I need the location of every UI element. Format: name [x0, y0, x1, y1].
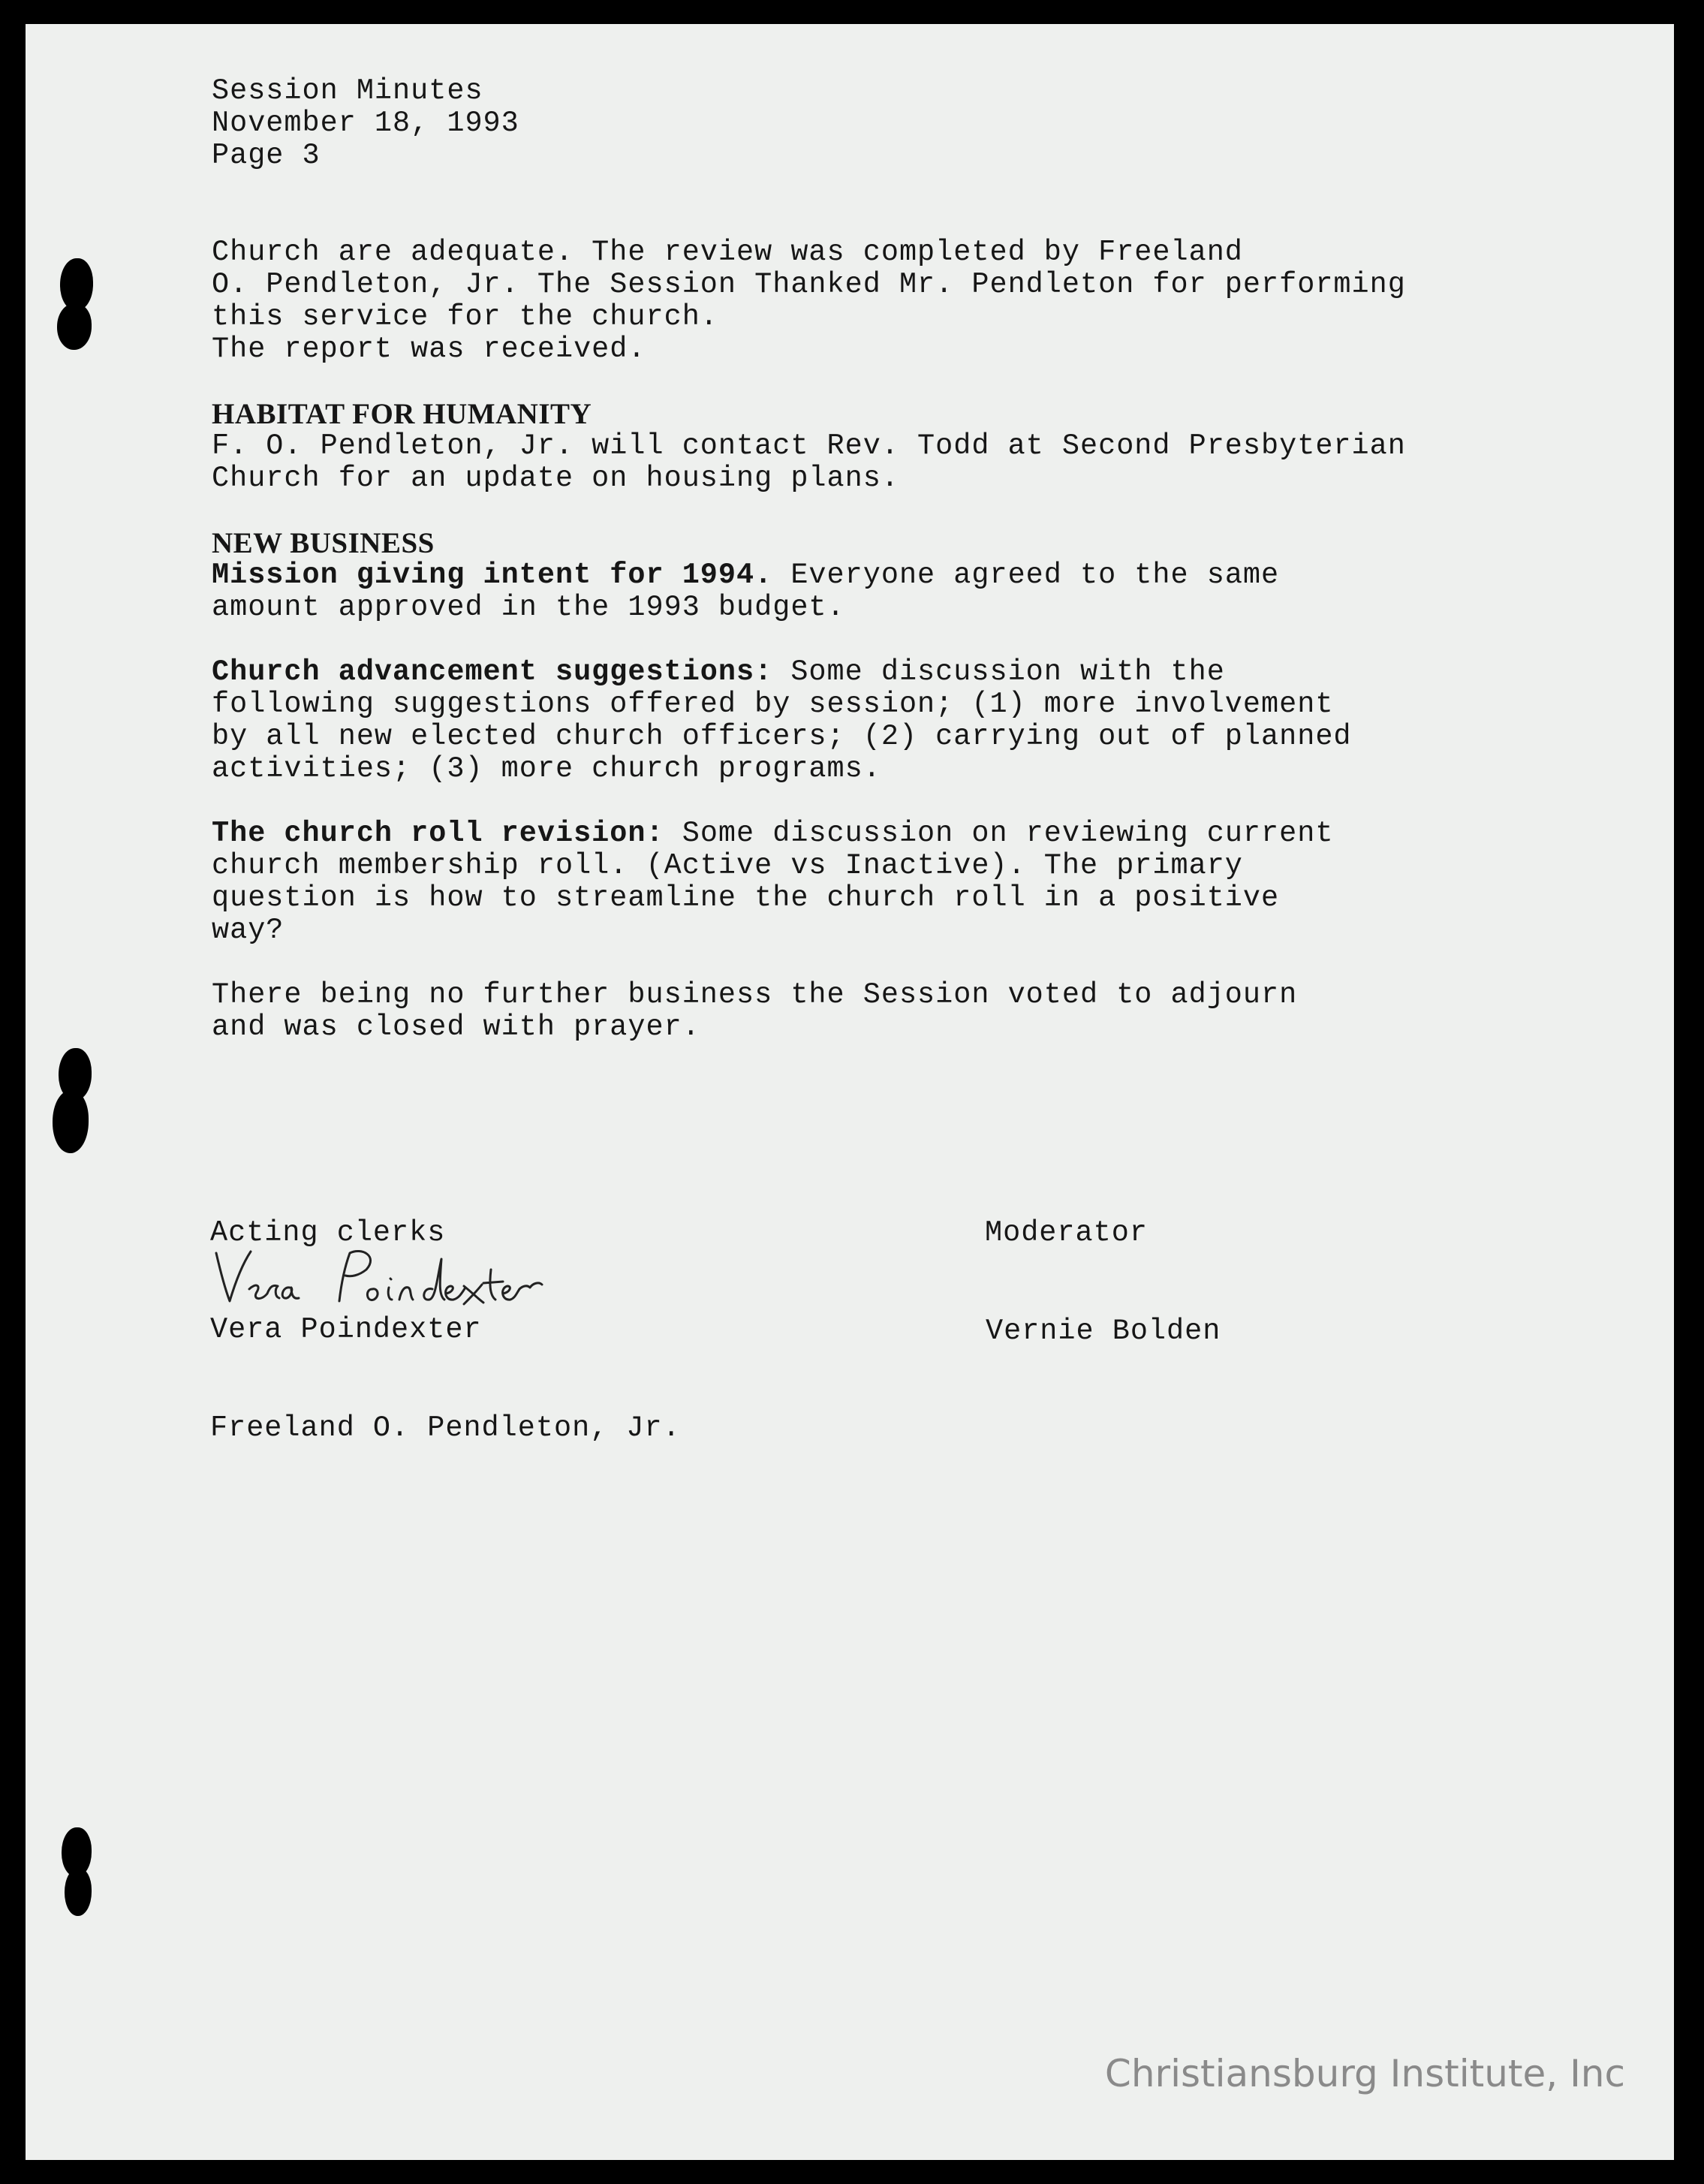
closing-line: and was closed with prayer.	[212, 1011, 700, 1044]
advancement-line: activities; (3) more church programs.	[212, 752, 881, 785]
advancement-line: by all new elected church officers; (2) carrying out of planned	[212, 720, 1352, 753]
acting-clerks-label: Acting clerks	[210, 1216, 446, 1249]
closing-line: There being no further business the Session voted to adjourn	[212, 978, 1298, 1011]
mission-line: amount approved in the 1993 budget.	[212, 591, 845, 624]
roll-line: way?	[212, 914, 285, 947]
moderator-name: Vernie Bolden	[986, 1315, 1221, 1348]
doc-title: Session Minutes	[212, 74, 483, 107]
intro-line: O. Pendleton, Jr. The Session Thanked Mr. Pendleton for performing	[212, 268, 1406, 301]
intro-line: The report was received.	[212, 333, 646, 366]
minutes-body	[212, 75, 1525, 1044]
moderator-label: Moderator	[985, 1216, 1148, 1249]
roll-line: question is how to streamline the church roll in a positive	[212, 881, 1280, 914]
punch-hole-top-lower	[57, 303, 92, 350]
roll-label: The church roll revision:	[212, 817, 664, 850]
doc-date: November 18, 1993	[212, 107, 519, 140]
advancement-line: following suggestions offered by session; (1) more involvement	[212, 688, 1334, 721]
mission-label: Mission giving intent for 1994.	[212, 559, 773, 592]
punch-hole-middle-lower	[53, 1090, 89, 1153]
advancement-line	[212, 656, 1525, 688]
habitat-line: Church for an update on housing plans.	[212, 462, 899, 495]
doc-page-number: Page 3	[212, 139, 321, 172]
roll-text: Some discussion on reviewing current	[664, 817, 1334, 850]
mission-line	[212, 559, 1525, 592]
roll-line	[212, 818, 1525, 850]
mission-text: Everyone agreed to the same	[772, 559, 1280, 592]
advancement-text: Some discussion with the	[772, 655, 1225, 688]
habitat-line: F. O. Pendleton, Jr. will contact Rev. Todd at Second Presbyterian	[212, 429, 1406, 462]
handwritten-signature	[212, 1243, 602, 1310]
clerk-name-vera: Vera Poindexter	[210, 1313, 482, 1346]
intro-line: this service for the church.	[212, 300, 718, 333]
roll-line: church membership roll. (Active vs Inactive). The primary	[212, 849, 1243, 882]
clerk-name-freeland: Freeland O. Pendleton, Jr.	[210, 1411, 681, 1444]
archive-watermark: Christiansburg Institute, Inc	[1104, 2052, 1625, 2095]
intro-line: Church are adequate. The review was completed by Freeland	[212, 236, 1243, 269]
habitat-heading: HABITAT FOR HUMANITY	[212, 398, 592, 430]
advancement-label: Church advancement suggestions:	[212, 655, 773, 688]
punch-hole-bottom-lower	[65, 1868, 92, 1916]
new-business-heading: NEW BUSINESS	[212, 527, 435, 559]
